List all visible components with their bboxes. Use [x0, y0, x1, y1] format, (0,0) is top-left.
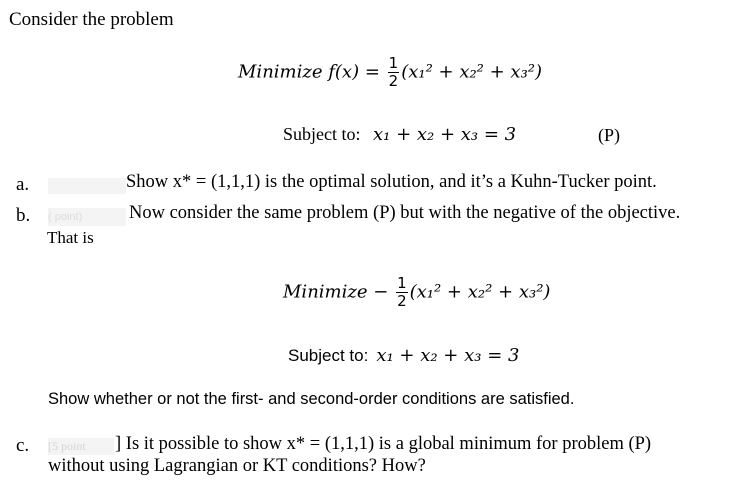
objective-expr: (x₁² + x₂² + x₃²)	[401, 61, 543, 83]
part-c-text-line1: ] Is it possible to show x* = (1,1,1) is a global minimum for problem (P)	[115, 434, 652, 454]
objective-label: Minimize	[238, 61, 323, 83]
constraint-label: Subject to:	[283, 124, 361, 144]
objective-frac-den: 2	[388, 72, 399, 90]
conditions-text: Show whether or not the first- and second-order conditions are satisfied.	[48, 390, 575, 408]
neg-objective-sign: −	[373, 281, 389, 303]
neg-objective-frac-den: 2	[397, 292, 407, 310]
constraint-expr: x₁ + x₂ + x₃ = 3	[373, 124, 517, 145]
constraint-line	[283, 124, 516, 145]
neg-objective-frac-num: 1	[397, 274, 407, 292]
that-is-text: That is	[47, 228, 94, 247]
intro-text: Consider the problem	[9, 9, 174, 30]
part-c-points-mask: [5 point	[48, 438, 114, 455]
part-b-text: Now consider the same problem (P) but with the negative of the objective.	[129, 203, 681, 223]
problem-tag: (P)	[598, 125, 620, 145]
objective-frac-num: 1	[388, 54, 399, 72]
neg-constraint-expr: x₁ + x₂ + x₃ = 3	[376, 345, 520, 366]
neg-objective-label: Minimize	[283, 281, 368, 303]
part-c-text-line2: without using Lagrangian or KT conditions? How?	[48, 456, 426, 476]
neg-objective-fraction	[396, 276, 408, 309]
objective-fraction	[388, 56, 400, 89]
neg-constraint-label: Subject to:	[288, 346, 369, 365]
objective-equation	[238, 56, 542, 89]
neg-objective-equation	[283, 276, 550, 309]
neg-constraint-line	[288, 345, 519, 366]
part-c-letter: c.	[16, 435, 30, 456]
part-a-letter: a.	[16, 174, 30, 195]
objective-lhs: f(x) =	[328, 61, 380, 83]
part-a-text: Show x* = (1,1,1) is the optimal solution, and it’s a Kuhn-Tucker point.	[126, 172, 657, 192]
neg-objective-expr: (x₁² + x₂² + x₃²)	[409, 281, 551, 303]
part-b-letter: b.	[16, 205, 31, 226]
part-a-points-mask	[48, 178, 126, 194]
part-b-points-mask: ( point)	[48, 208, 126, 226]
